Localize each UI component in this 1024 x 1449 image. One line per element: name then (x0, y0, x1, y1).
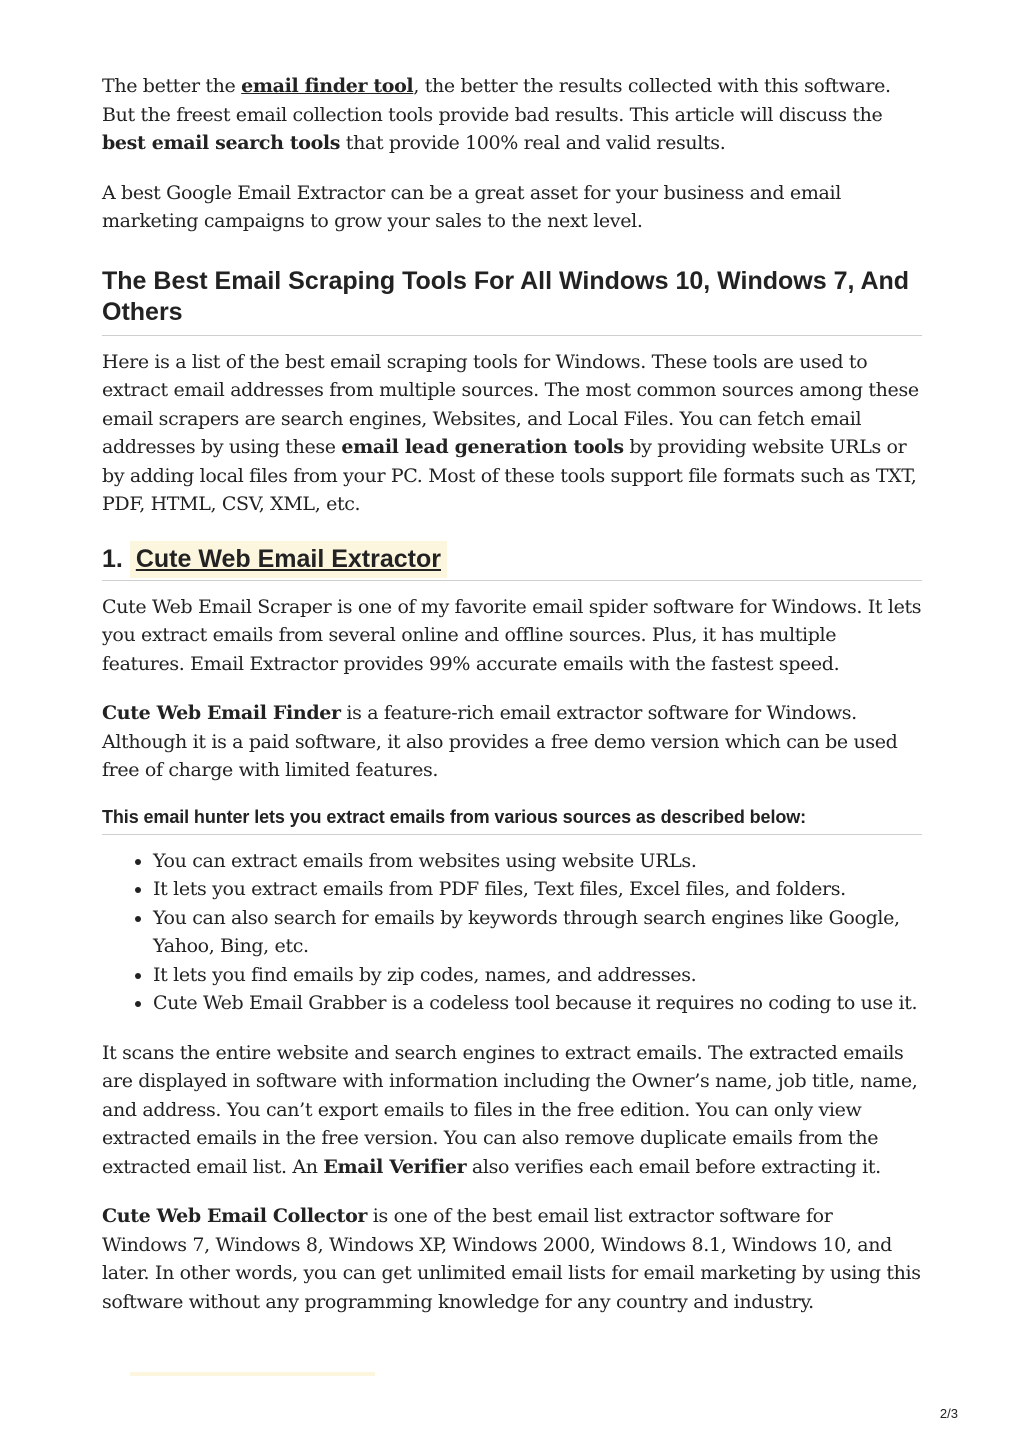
section-paragraph (102, 348, 922, 519)
section-bold-text: email lead generation tools (341, 436, 624, 458)
intro-text-1: The better the (102, 75, 242, 97)
email-finder-tool-link[interactable]: email finder tool (241, 75, 414, 97)
tool-1-paragraph-3 (102, 1039, 922, 1182)
tool-1-number: 1. (102, 544, 123, 573)
tool-1-heading (102, 541, 922, 581)
tool-1-title-highlight (130, 541, 447, 578)
next-heading-highlight-edge (130, 1372, 375, 1376)
tool-1-p2-bold: Cute Web Email Finder (102, 702, 341, 724)
tool-1-paragraph-4 (102, 1202, 922, 1316)
section-text-2: by providing website URLs or by adding local files from your PC. Most of these tools support file formats such as TXT, PDF, HTML, CSV, XML, etc. (102, 436, 917, 515)
intro-text-2: , the better the results collected with this software. But the freest email collection tools provide bad results. This article will discuss the (102, 75, 891, 126)
tool-1-paragraph-2 (102, 699, 922, 785)
list-item: • You can also search for emails by keywords through search engines like Google, Yahoo, Bing, etc. (153, 904, 922, 961)
tool-1-p3-text-1: It scans the entire website and search engines to extract emails. The extracted emails are displayed in software with information including the Owner’s name, job title, name, and address. You can’t export emails to files in the free edition. You can only view extracted emails in the free version. You can also remove duplicate emails from the extracted email list. An (102, 1041, 918, 1178)
tool-1-p3-text-2: also verifies each email before extracting it. (466, 1155, 881, 1178)
intro-bold-text: best email search tools (102, 132, 341, 154)
section-heading: The Best Email Scraping Tools For All Windows 10, Windows 7, And Others (102, 266, 922, 336)
intro-paragraph-2: A best Google Email Extractor can be a great asset for your business and email marketing campaigns to grow your sales to the next level. (102, 181, 841, 232)
page-number: 2/3 (939, 1406, 958, 1421)
features-subheading: This email hunter lets you extract emails from various sources as described below: (102, 806, 922, 835)
tool-1-p4-bold: Cute Web Email Collector (102, 1205, 368, 1227)
features-list (102, 847, 922, 1018)
section-text-1: Here is a list of the best email scraping tools for Windows. These tools are used to extract email addresses from multiple sources. The most common sources among these email scrapers are search engines, Websites, and Local Files. You can fetch email addresses by using these (102, 350, 919, 458)
tool-1-p3-bold: Email Verifier (323, 1155, 467, 1178)
article-content (102, 72, 922, 1337)
tool-1-title-link[interactable]: Cute Web Email Extractor (135, 544, 441, 573)
list-item: • Cute Web Email Grabber is a codeless tool because it requires no coding to use it. (153, 989, 922, 1018)
list-item: • It lets you extract emails from PDF files, Text files, Excel files, and folders. (153, 875, 922, 904)
intro-text-3: that provide 100% real and valid results. (340, 132, 726, 154)
list-item: • It lets you find emails by zip codes, names, and addresses. (153, 961, 922, 990)
list-item: • You can extract emails from websites using website URLs. (153, 847, 922, 876)
tool-1-p4-text: is one of the best email list extractor software for Windows 7, Windows 8, Windows XP, Windows 2000, Windows 8.1, Windows 10, and later. In other words, you can get unlimited email lists for email marketing by using this software without any programming knowledge for any country and industry. (102, 1205, 921, 1313)
tool-1-p2-text: is a feature-rich email extractor software for Windows. Although it is a paid software, it also provides a free demo version which can be used free of charge with limited features. (102, 702, 898, 781)
intro-paragraph-1 (102, 72, 922, 158)
tool-1-paragraph-1: Cute Web Email Scraper is one of my favorite email spider software for Windows. It lets you extract emails from several online and offline sources. Plus, it has multiple features. Email Extractor provides 99% accurate emails with the fastest speed. (102, 595, 922, 675)
